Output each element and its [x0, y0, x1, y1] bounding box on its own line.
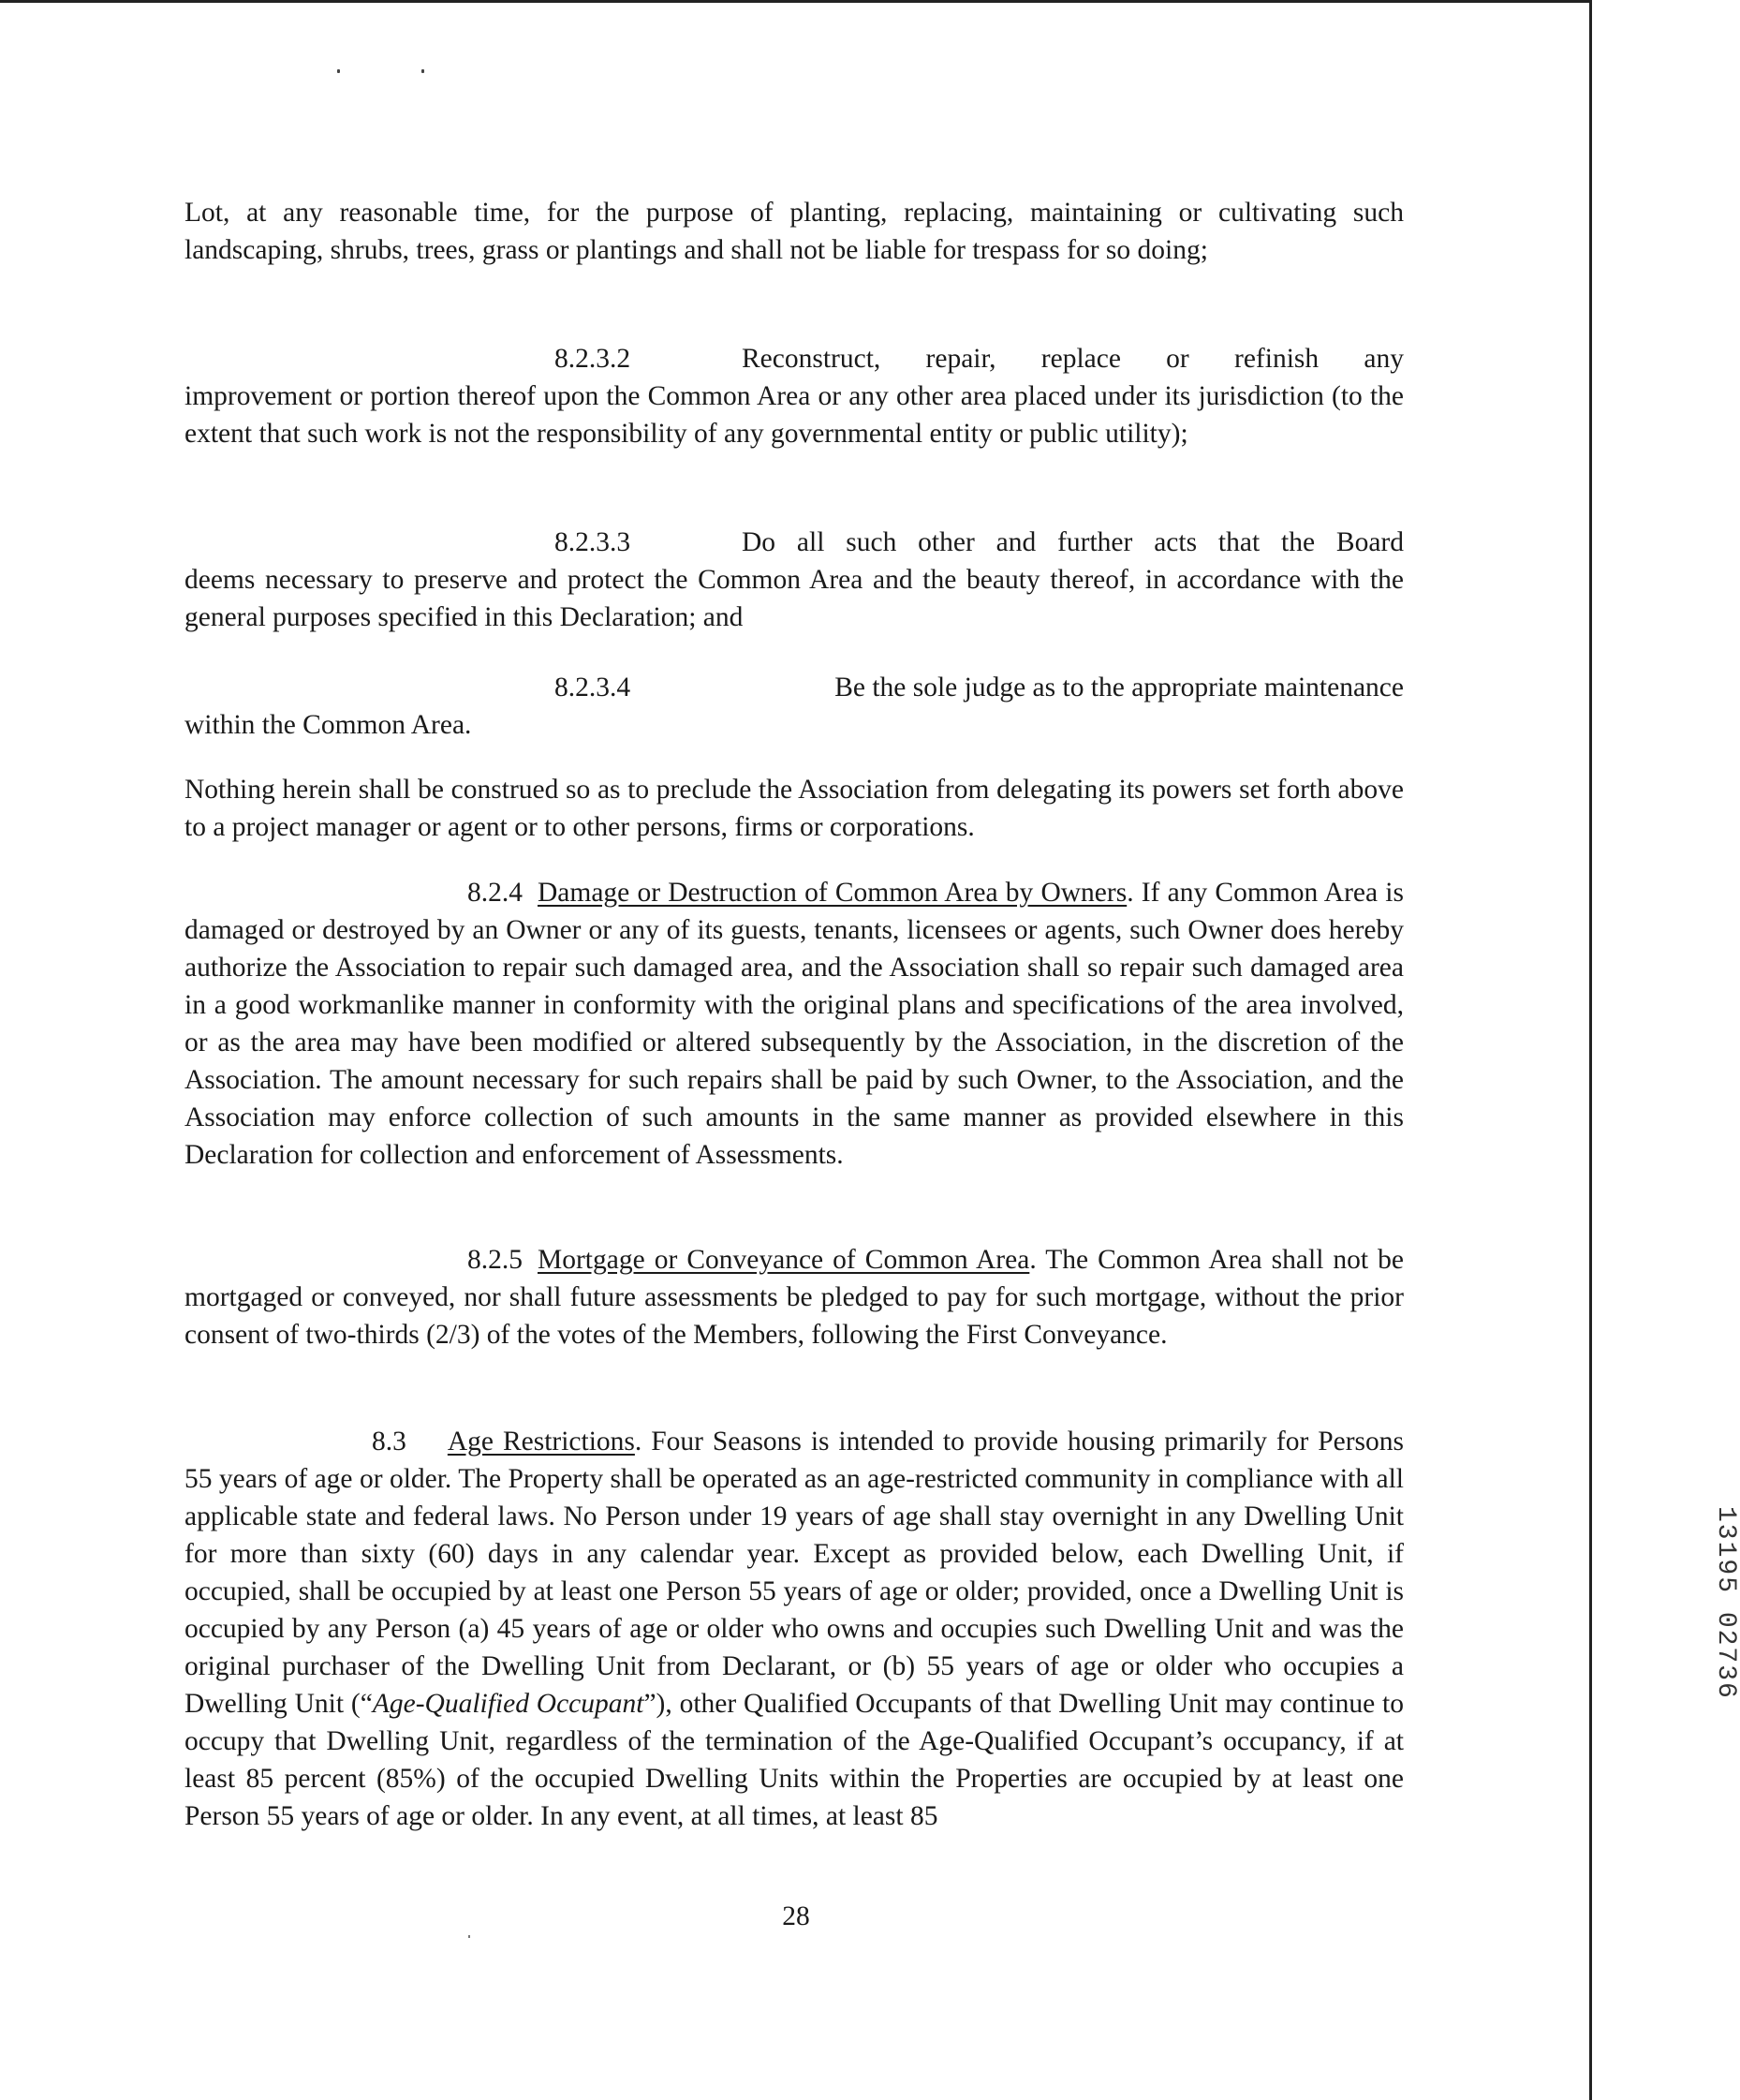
section-text: improvement or portion thereof upon the Common Area or any other area placed under its jurisdiction (to the extent that such work is not the responsibility of any governmental entity or public utility); — [184, 381, 1404, 449]
scan-border-top — [0, 0, 1592, 3]
delegation-paragraph — [184, 771, 1404, 846]
scan-border-right — [1589, 0, 1592, 2100]
section-heading: Damage or Destruction of Common Area by Owners — [538, 878, 1128, 908]
section-text — [184, 874, 1404, 1174]
section-body: . If any Common Area is damaged or destroyed by an Owner or any of its guests, tenants, licensees or agents, such Owner does hereby authorize the Association to repair such damaged area, and the Association shall so repair such damaged area in a good workmanlike manner in conformity with the original plans and specifications of the area involved, or as the area may have been modified or altered subsequently by the Association, in the discretion of the Association. The amount necessary for such repairs shall be paid by such Owner, to the Association, and the Association may enforce collection of such amounts in the same manner as provided elsewhere in this Declaration for collection and enforcement of Assessments. — [184, 878, 1404, 1170]
section-number: 8.2.5 — [467, 1245, 523, 1275]
section-heading: Age Restrictions — [447, 1427, 635, 1457]
section-number: 8.2.3.4 — [554, 673, 631, 702]
section-8-2-3-2 — [184, 340, 1404, 452]
scan-speck — [468, 1935, 470, 1938]
section-number: 8.2.3.2 — [554, 344, 631, 374]
section-number: 8.2.3.3 — [554, 527, 631, 557]
section-text: within the Common Area. — [184, 710, 472, 740]
section-body: . Four Seasons is intended to provide housing primarily for Persons 55 years of age or older. The Property shall be operated as an age-restricted community in compliance with all applicable state and federal laws. No Person under 19 years of age shall stay overnight in any Dwelling Unit for more than sixty (60) days in any calendar year. Except as provided below, each Dwelling Unit, if occupied, shall be occupied by at least one Person 55 years of age or older; provided, once a Dwelling Unit is occupied by any Person (a) 45 years of age or older who owns and occupies such Dwelling Unit and was the original purchaser of the Dwelling Unit from Declarant, or (b) 55 years of age or older who occupies a Dwelling Unit (“ — [184, 1427, 1404, 1719]
paragraph-text: Nothing herein shall be construed so as to preclude the Association from delegating its powers set forth above to a project manager or agent or to other persons, firms or corporations. — [184, 775, 1404, 842]
section-8-2-3-4 — [184, 669, 1404, 744]
section-8-3 — [184, 1423, 1404, 1835]
recording-stamp: 13195 02736 — [1711, 1506, 1740, 1700]
scan-speck — [337, 69, 340, 73]
section-lead-text: Reconstruct, repair, replace or refinish any — [742, 344, 1404, 374]
section-lead-text: Be the sole judge as to the appropriate maintenance — [834, 673, 1404, 702]
section-number: 8.3 — [372, 1427, 406, 1457]
paragraph-text: Lot, at any reasonable time, for the purpose of planting, replacing, maintaining or cultivating such landscaping, shrubs, trees, grass or plantings and shall not be liable for trespass for so doing; — [184, 198, 1404, 265]
section-body: . The Common Area shall not be mortgaged or conveyed, nor shall future assessments be pledged to pay for such mortgage, without the prior consent of two-thirds (2/3) of the votes of the Members, following the First Conveyance. — [184, 1245, 1405, 1350]
section-body: ”), other Qualified Occupants of that Dwelling Unit may continue to occupy that Dwelling Unit, regardless of the termination of the Age-Qualified Occupant’s occupancy, if at least 85 percent (85%) of the occupied Dwelling Units within the Properties are occupied by at least one Person 55 years of age or older. In any event, at all times, at least 85 — [184, 1689, 1404, 1831]
section-text: deems necessary to preserve and protect the Common Area and the beauty thereof, in accordance with the general purposes specified in this Declaration; and — [184, 565, 1404, 632]
page-number: 28 — [782, 1901, 810, 1931]
section-heading: Mortgage or Conveyance of Common Area — [538, 1245, 1030, 1275]
defined-term: Age-Qualified Occupant — [372, 1689, 644, 1719]
section-8-2-4 — [184, 874, 1404, 1174]
section-lead-text: Do all such other and further acts that the Board — [742, 527, 1404, 557]
section-8-2-3-3 — [184, 524, 1404, 636]
section-8-2-5 — [184, 1241, 1404, 1353]
scan-speck — [421, 69, 424, 73]
paragraph-continuation — [184, 194, 1404, 269]
section-number: 8.2.4 — [467, 878, 523, 908]
section-text — [184, 1423, 1404, 1835]
section-text — [184, 1241, 1404, 1353]
